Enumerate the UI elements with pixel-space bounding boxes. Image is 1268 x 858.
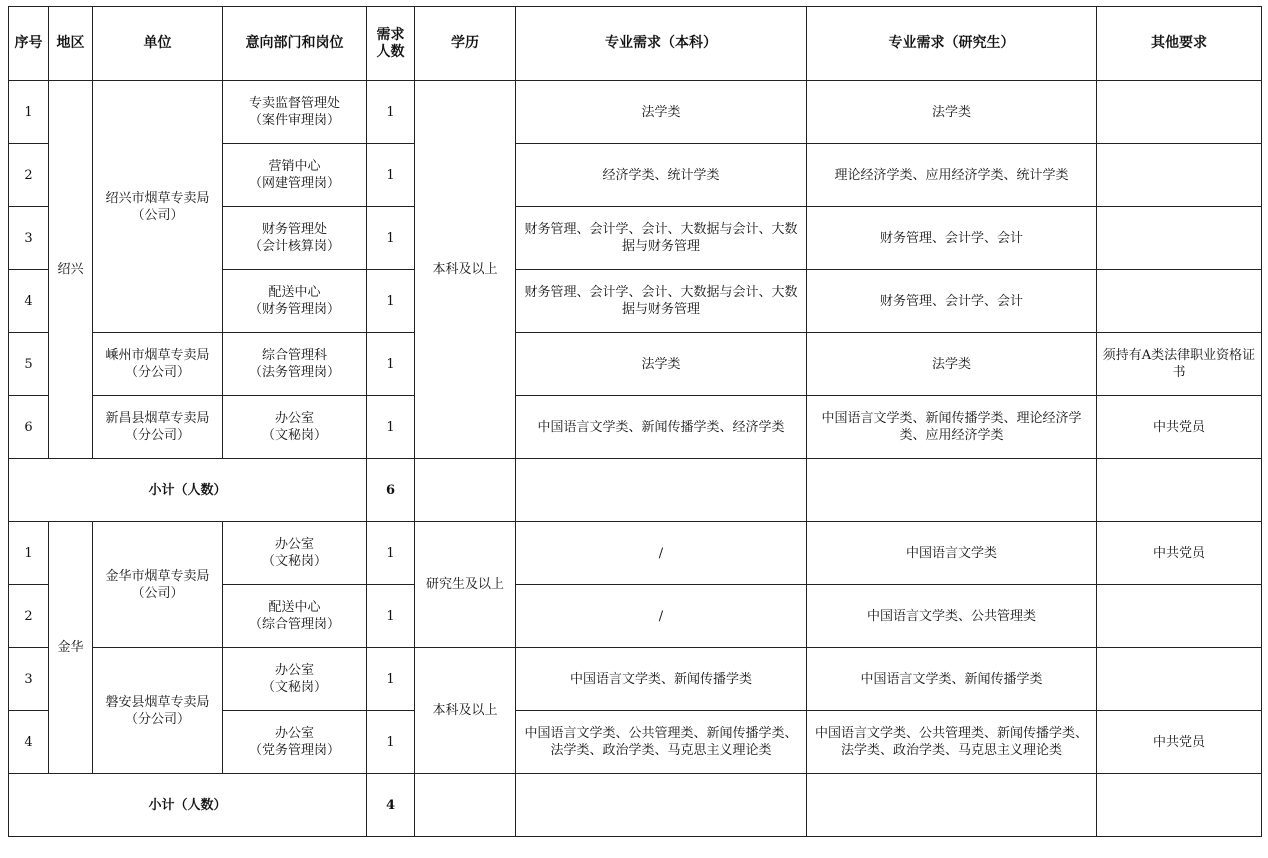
unit-line2: （公司） [131,207,184,223]
recruitment-table [8,6,1262,837]
other-cell [1097,81,1262,144]
other-cell [1097,270,1262,333]
dept-line2: （法务管理岗） [248,365,340,380]
subtotal-label: 小计（人数） [9,774,367,837]
unit-cell [93,522,223,648]
count-cell: 1 [367,522,415,585]
major-undergrad-cell: / [516,585,807,648]
region-cell: 金华 [49,522,93,774]
header-count [367,7,415,81]
other-cell [1097,144,1262,207]
subtotal-value: 4 [367,774,415,837]
other-cell [1097,648,1262,711]
unit-line1: 金华市烟草专卖局 [105,568,210,584]
unit-cell [93,396,223,459]
major-grad-cell: 财务管理、会计学、会计 [807,270,1097,333]
empty-cell [415,459,516,522]
seq-cell: 5 [9,333,49,396]
seq-cell: 4 [9,270,49,333]
dept-line2: （综合管理岗） [248,617,340,632]
major-grad-cell: 中国语言文学类 [807,522,1097,585]
dept-cell [223,144,367,207]
header-unit: 单位 [93,7,223,81]
seq-cell: 2 [9,585,49,648]
seq-cell: 1 [9,522,49,585]
dept-cell [223,711,367,774]
dept-line2: （财务管理岗） [248,302,340,317]
header-region: 地区 [49,7,93,81]
unit-line2: （公司） [131,585,184,601]
count-cell: 1 [367,81,415,144]
major-grad-cell: 法学类 [807,333,1097,396]
unit-line2: （分公司） [124,365,190,380]
count-cell: 1 [367,333,415,396]
unit-line1: 磐安县烟草专卖局 [105,694,210,710]
dept-cell [223,648,367,711]
header-count-line2: 人数 [376,43,405,60]
dept-cell [223,585,367,648]
count-cell: 1 [367,144,415,207]
major-undergrad-cell: 经济学类、统计学类 [516,144,807,207]
subtotal-label: 小计（人数） [9,459,367,522]
dept-line2: （党务管理岗） [248,743,340,758]
subtotal-row [9,459,1262,522]
unit-line1: 绍兴市烟草专卖局 [105,190,210,206]
header-count-line1: 需求 [376,26,405,43]
seq-cell: 2 [9,144,49,207]
major-undergrad-cell: 中国语言文学类、新闻传播学类、经济学类 [516,396,807,459]
dept-cell [223,333,367,396]
other-cell: 中共党员 [1097,711,1262,774]
count-cell: 1 [367,270,415,333]
other-cell [1097,585,1262,648]
major-undergrad-cell: 财务管理、会计学、会计、大数据与会计、大数据与财务管理 [516,207,807,270]
empty-cell [516,459,807,522]
region-cell: 绍兴 [49,81,93,459]
education-cell: 研究生及以上 [415,522,516,648]
header-dept: 意向部门和岗位 [223,7,367,81]
dept-line2: （网建管理岗） [248,176,340,191]
dept-cell [223,270,367,333]
dept-cell [223,396,367,459]
education-cell: 本科及以上 [415,81,516,459]
dept-line1: 办公室 [274,537,314,552]
major-grad-cell: 中国语言文学类、公共管理类 [807,585,1097,648]
dept-line2: （会计核算岗） [248,239,340,254]
major-grad-cell: 财务管理、会计学、会计 [807,207,1097,270]
empty-cell [415,774,516,837]
count-cell: 1 [367,648,415,711]
unit-cell [93,333,223,396]
major-grad-cell: 中国语言文学类、新闻传播学类、理论经济学类、应用经济学类 [807,396,1097,459]
dept-line1: 办公室 [274,726,314,741]
subtotal-row [9,774,1262,837]
dept-line2: （文秘岗） [261,554,327,569]
unit-line1: 新昌县烟草专卖局 [105,411,210,426]
major-undergrad-cell: 中国语言文学类、公共管理类、新闻传播学类、法学类、政治学类、马克思主义理论类 [516,711,807,774]
dept-cell [223,81,367,144]
major-grad-cell: 中国语言文学类、新闻传播学类 [807,648,1097,711]
empty-cell [1097,774,1262,837]
education-cell: 本科及以上 [415,648,516,774]
empty-cell [1097,459,1262,522]
seq-cell: 4 [9,711,49,774]
dept-cell [223,522,367,585]
empty-cell [807,774,1097,837]
dept-line1: 综合管理科 [261,348,327,363]
seq-cell: 3 [9,207,49,270]
empty-cell [516,774,807,837]
unit-cell [93,81,223,333]
dept-line2: （文秘岗） [261,428,327,443]
unit-line2: （分公司） [124,711,190,727]
major-undergrad-cell: 法学类 [516,333,807,396]
major-undergrad-cell: 法学类 [516,81,807,144]
count-cell: 1 [367,585,415,648]
dept-line2: （文秘岗） [261,680,327,695]
unit-line1: 嵊州市烟草专卖局 [105,348,210,363]
header-major-undergrad: 专业需求（本科） [516,7,807,81]
header-education: 学历 [415,7,516,81]
major-grad-cell: 理论经济学类、应用经济学类、统计学类 [807,144,1097,207]
header-major-grad: 专业需求（研究生） [807,7,1097,81]
empty-cell [807,459,1097,522]
header-other: 其他要求 [1097,7,1262,81]
dept-line1: 专卖监督管理处 [248,96,340,111]
major-undergrad-cell: 财务管理、会计学、会计、大数据与会计、大数据与财务管理 [516,270,807,333]
dept-line2: （案件审理岗） [248,113,340,128]
seq-cell: 1 [9,81,49,144]
seq-cell: 3 [9,648,49,711]
other-cell: 中共党员 [1097,522,1262,585]
header-seq: 序号 [9,7,49,81]
major-grad-cell: 中国语言文学类、公共管理类、新闻传播学类、法学类、政治学类、马克思主义理论类 [807,711,1097,774]
major-undergrad-cell: 中国语言文学类、新闻传播学类 [516,648,807,711]
unit-line2: （分公司） [124,428,190,443]
count-cell: 1 [367,396,415,459]
dept-line1: 配送中心 [268,285,321,300]
major-grad-cell: 法学类 [807,81,1097,144]
major-undergrad-cell: / [516,522,807,585]
dept-cell [223,207,367,270]
header-row [9,7,1262,81]
dept-line1: 营销中心 [268,159,321,174]
seq-cell: 6 [9,396,49,459]
subtotal-value: 6 [367,459,415,522]
dept-line1: 财务管理处 [261,222,327,237]
unit-cell [93,648,223,774]
table-row [9,396,1262,459]
table-row [9,522,1262,585]
other-cell: 须持有A类法律职业资格证书 [1097,333,1262,396]
other-cell [1097,207,1262,270]
dept-line1: 办公室 [274,411,314,426]
count-cell: 1 [367,207,415,270]
other-cell: 中共党员 [1097,396,1262,459]
dept-line1: 配送中心 [268,600,321,615]
count-cell: 1 [367,711,415,774]
dept-line1: 办公室 [274,663,314,678]
table-row [9,81,1262,144]
table-row [9,333,1262,396]
table-row [9,648,1262,711]
